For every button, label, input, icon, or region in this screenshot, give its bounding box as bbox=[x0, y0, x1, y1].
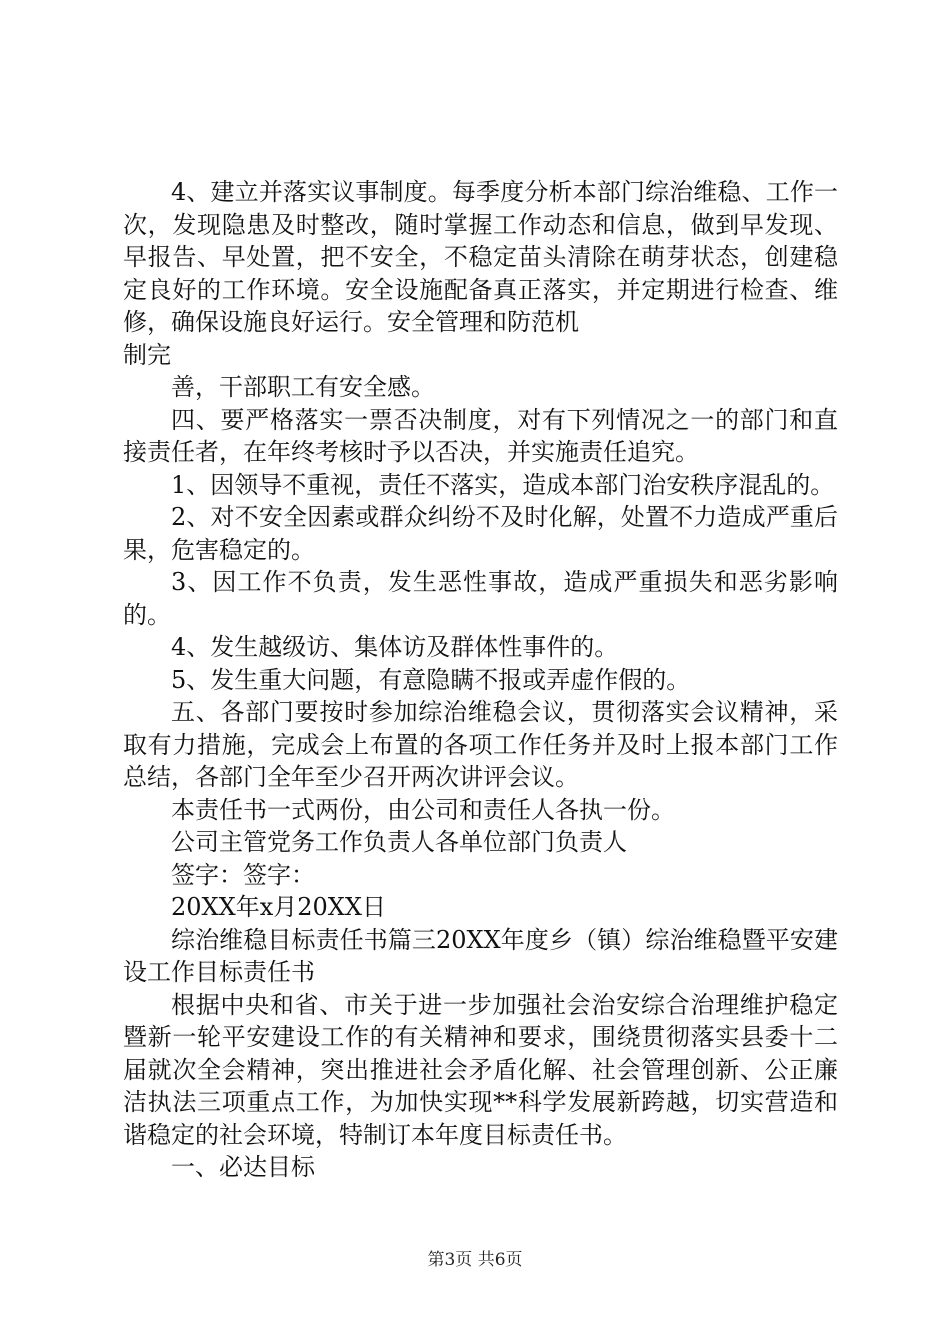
paragraph-14: 20XX年x月20XX日 bbox=[171, 893, 386, 921]
paragraph-6: 2、对不安全因素或群众纠纷不及时化解，处置不力造成严重后果，危害稳定的。 bbox=[123, 503, 838, 564]
paragraph-11: 本责任书一式两份，由公司和责任人各执一份。 bbox=[171, 795, 675, 824]
paragraph-16: 根据中央和省、市关于进一步加强社会治安综合治理维护稳定暨新一轮平安建设工作的有关精神和要求，围绕贯彻落实县委十二届就次全会精神，突出推进社会矛盾化解、社会管理创新、公正廉洁执法三项重点工作，为加快实现**科学发展新跨越，切实营造和谐稳定的社会环境，特制订本年度目标责任书。 bbox=[123, 990, 838, 1149]
paragraph-7: 3、因工作不负责，发生恶性事故，造成严重损失和恶劣影响的。 bbox=[123, 568, 838, 629]
paragraph-3: 善，干部职工有安全感。 bbox=[171, 373, 435, 401]
page-number-label: 第3页 共6页 bbox=[427, 1250, 523, 1270]
document-body bbox=[123, 176, 838, 1184]
paragraph-13: 签字：签字： bbox=[171, 860, 315, 889]
paragraph-10: 五、各部门要按时参加综治维稳会议，贯彻落实会议精神，采取有力措施，完成会上布置的各项工作任务并及时上报本部门工作总结，各部门全年至少召开两次讲评会议。 bbox=[123, 698, 838, 791]
paragraph-4: 四、要严格落实一票否决制度，对有下列情况之一的部门和直接责任者，在年终考核时予以否决，并实施责任追究。 bbox=[123, 405, 838, 466]
page-footer bbox=[0, 1245, 950, 1270]
paragraph-17: 一、必达目标 bbox=[171, 1153, 315, 1181]
paragraph-2: 制完 bbox=[123, 340, 171, 369]
paragraph-5: 1、因领导不重视，责任不落实，造成本部门治安秩序混乱的。 bbox=[171, 470, 835, 499]
paragraph-15: 综治维稳目标责任书篇三20XX年度乡（镇）综治维稳暨平安建设工作目标责任书 bbox=[123, 925, 838, 986]
paragraph-12: 公司主管党务工作负责人各单位部门负责人 bbox=[171, 828, 627, 856]
paragraph-8: 4、发生越级访、集体访及群体性事件的。 bbox=[171, 633, 619, 661]
paragraph-1: 4、建立并落实议事制度。每季度分析本部门综治维稳、工作一次，发现隐患及时整改，随时掌握工作动态和信息，做到早发现、早报告、早处置，把不安全，不稳定苗头清除在萌芽状态，创建稳定良好的工作环境。安全设施配备真正落实，并定期进行检查、维修，确保设施良好运行。安全管理和防范机 bbox=[123, 178, 838, 336]
paragraph-9: 5、发生重大问题，有意隐瞒不报或弄虚作假的。 bbox=[171, 665, 691, 694]
